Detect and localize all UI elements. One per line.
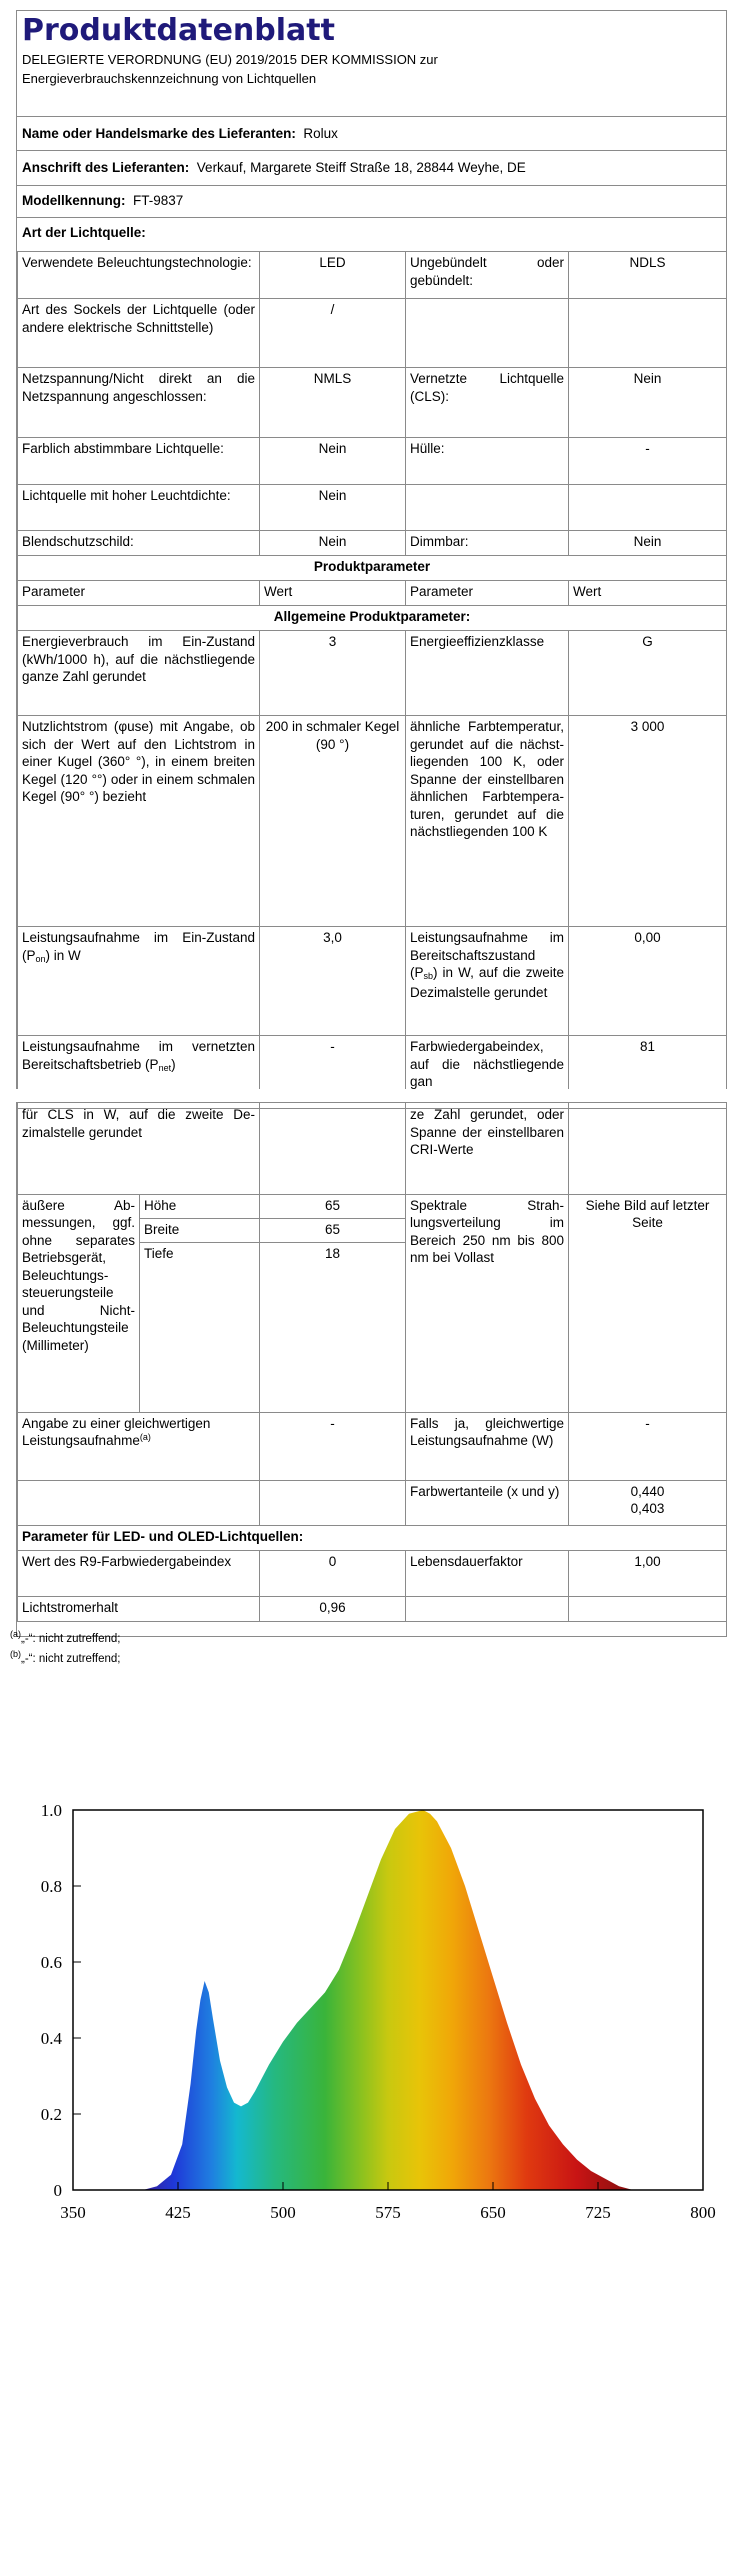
param-cell: Spektrale Strahlungsverteilung im Bereich 250 nm bis 800 nm bei Vollast: [406, 1194, 569, 1412]
param-cell: Angabe zu einer gleichwertigen Leistungsaufnahme$^{(a)}$: [18, 1412, 260, 1480]
table-row: [18, 485, 727, 531]
value-cell: [260, 1480, 406, 1525]
table-row: [18, 299, 727, 368]
table-row: [18, 716, 727, 927]
footnote-b: $^{(b)}$„-“: nicht zutreffend;: [10, 1649, 121, 1665]
param-cell: [406, 299, 569, 368]
y-tick-label: 0.8: [40, 1877, 62, 1896]
spectrum-area: [143, 1810, 633, 2190]
value-cell: 81: [569, 1036, 727, 1109]
value-cell: NMLS: [260, 368, 406, 438]
x-tick-label: 650: [480, 2203, 506, 2222]
page-title: Produktdatenblatt: [22, 13, 335, 48]
table-row: [18, 1480, 727, 1525]
value-cell: [569, 299, 727, 368]
model-value: FT-9837: [133, 193, 184, 208]
param-cell: für CLS in W, auf die zweite Dezimalstelle gerundet: [18, 1104, 260, 1194]
supplier-name-value: Rolux: [303, 126, 338, 141]
spectral-distribution-chart: [0, 1790, 731, 2240]
chroma-y-value: 0,403: [630, 1501, 665, 1516]
supplier-name-label: Name oder Handelsmarke des Lieferanten:: [22, 126, 296, 141]
page-break: [0, 1089, 731, 1103]
x-tick-label: 575: [375, 2203, 401, 2222]
page-break-line: [16, 1102, 727, 1103]
dimensions-label: äußere Abmessungen, ggf. ohne separates Betriebsgerät, Beleuchtungssteuerungsteile und Nicht-Beleuchtungsteile (Millimeter): [18, 1194, 140, 1412]
depth-label: Tiefe: [140, 1242, 260, 1412]
footnote-a: $^{(a)}$„-“: nicht zutreffend;: [10, 1629, 121, 1645]
param-cell: Lichtstromerhalt: [18, 1596, 260, 1621]
value-cell: 0: [260, 1550, 406, 1596]
width-value: 65: [260, 1218, 406, 1242]
value-cell: -: [260, 1412, 406, 1480]
value-cell: [569, 1596, 727, 1621]
param-cell: Netzspannung/Nicht direkt an die Netzspannung angeschlossen:: [18, 368, 260, 438]
value-cell: 0,00: [569, 927, 727, 1036]
chroma-x-value: 0,440: [630, 1483, 665, 1499]
supplier-address-label: Anschrift des Lieferanten:: [22, 160, 190, 175]
product-params-heading: Produktparameter: [18, 556, 727, 581]
table-row: [18, 927, 727, 1036]
table-row: [18, 1525, 727, 1550]
param-cell: Art des Sockels der Lichtquelle (oder andere elektrische Schnittstelle): [18, 299, 260, 368]
y-tick-label: 0.2: [40, 2105, 62, 2124]
x-tick-label: 500: [270, 2203, 296, 2222]
param-cell: Dimmbar:: [406, 531, 569, 556]
value-cell: -: [569, 438, 727, 485]
value-cell: 200 in schmaler Kegel (90 °): [260, 716, 406, 927]
value-cell: /: [260, 299, 406, 368]
param-cell: Energieverbrauch im Ein-Zustand (kWh/1000 h), auf die nächstliegende ganze Zahl gerundet: [18, 631, 260, 716]
value-cell: Nein: [569, 368, 727, 438]
param-cell: Vernetzte Lichtquelle (CLS):: [406, 368, 569, 438]
param-cell: Leistungsaufnahme im Ein-Zustand (Pon) in W: [18, 927, 260, 1036]
param-cell: [18, 1480, 260, 1525]
param-cell: Hülle:: [406, 438, 569, 485]
table-row: [18, 556, 727, 581]
param-cell: ähnliche Farbtemperatur, gerundet auf die nächstliegenden 100 K, oder Spanne der einstellbaren ähnlichen Farbtemperaturen, gerundet auf die nächstliegenden 100 K: [406, 716, 569, 927]
x-tick-label: 425: [165, 2203, 191, 2222]
value-cell: [569, 1104, 727, 1194]
table-row: [18, 1550, 727, 1596]
x-tick-label: 725: [585, 2203, 611, 2222]
y-tick-label: 0.6: [40, 1953, 62, 1972]
value-cell: 3,0: [260, 927, 406, 1036]
supplier-address-row: [17, 151, 726, 186]
table-row: [18, 1596, 727, 1621]
value-cell: 1,00: [569, 1550, 727, 1596]
product-params-table-continued: [17, 1104, 727, 1622]
lightsource-section-row: [17, 218, 726, 252]
param-cell: Lebensdauerfaktor: [406, 1550, 569, 1596]
param-cell: [406, 1596, 569, 1621]
value-cell: [569, 1480, 727, 1525]
led-params-heading: Parameter für LED- und OLED-Lichtquellen:: [18, 1525, 727, 1550]
param-cell: Verwendete Beleuchtungstechnologie:: [18, 252, 260, 299]
param-cell: Nutzlichtstrom (φuse) mit Angabe, ob sich der Wert auf den Lichtstrom in einer Kugel (360° °), in einem breiten Kegel (120 °°) oder in einem schmalen Kegel (90° °) bezieht: [18, 716, 260, 927]
value-cell: Nein: [260, 485, 406, 531]
height-value: 65: [260, 1194, 406, 1218]
value-cell: -: [569, 1412, 727, 1480]
regulation-line-1: DELEGIERTE VERORDNUNG (EU) 2019/2015 DER KOMMISSION zur: [22, 52, 438, 67]
column-header: Wert: [569, 581, 727, 606]
table-row: [18, 631, 727, 716]
param-cell: ze Zahl gerundet, oder Spanne der einstellbaren CRI-Werte: [406, 1104, 569, 1194]
table-row: [18, 531, 727, 556]
value-cell: 0,96: [260, 1596, 406, 1621]
lightsource-table: [17, 251, 727, 556]
value-cell: -: [260, 1036, 406, 1109]
table-row: [18, 368, 727, 438]
column-header: Wert: [260, 581, 406, 606]
x-tick-label: 350: [60, 2203, 86, 2222]
height-label: Höhe: [140, 1194, 260, 1218]
width-label: Breite: [140, 1218, 260, 1242]
value-cell: Nein: [260, 531, 406, 556]
value-cell: G: [569, 631, 727, 716]
x-tick-label: 800: [690, 2203, 716, 2222]
supplier-address-value: Verkauf, Margarete Steiff Straße 18, 28844 Weyhe, DE: [196, 160, 526, 175]
lightsource-section-label: Art der Lichtquelle:: [22, 225, 146, 240]
param-cell: Farbwertanteile (x und y): [406, 1480, 569, 1525]
param-cell: Farbwiedergabeindex, auf die nächstliegende gan: [406, 1036, 569, 1109]
value-cell: NDLS: [569, 252, 727, 299]
sheet-header: [17, 11, 726, 117]
param-cell: Leistungsaufnahme im Bereitschaftszustand (Psb) in W, auf die zweite Dezimalstelle gerundet: [406, 927, 569, 1036]
param-cell: Leistungsaufnahme im vernetzten Bereitschaftsbetrieb (Pnet): [18, 1036, 260, 1109]
table-row: [18, 1194, 727, 1218]
regulation-line-2: Energieverbrauchskennzeichnung von Lichtquellen: [22, 71, 317, 86]
y-tick-label: 1.0: [40, 1801, 62, 1820]
table-row: [18, 438, 727, 485]
param-cell: Falls ja, gleichwertige Leistungsaufnahme (W): [406, 1412, 569, 1480]
model-label: Modellkennung:: [22, 193, 126, 208]
value-cell: Siehe Bild auf letzter Seite: [569, 1194, 727, 1412]
value-cell: [569, 485, 727, 531]
param-cell: [406, 485, 569, 531]
y-tick-label: 0.4: [40, 2029, 62, 2048]
param-cell: Farblich abstimmbare Lichtquelle:: [18, 438, 260, 485]
param-cell: Energieeffizienzklasse: [406, 631, 569, 716]
product-params-table: [17, 555, 727, 1109]
table-row: [18, 1412, 727, 1480]
supplier-name-row: [17, 117, 726, 151]
table-row: [18, 606, 727, 631]
column-header: Parameter: [18, 581, 260, 606]
table-row: [18, 1104, 727, 1194]
column-header: Parameter: [406, 581, 569, 606]
general-params-heading: Allgemeine Produktparameter:: [18, 606, 727, 631]
y-tick-label: 0: [53, 2181, 62, 2200]
model-row: [17, 186, 726, 218]
value-cell: Nein: [260, 438, 406, 485]
param-cell: Blendschutzschild:: [18, 531, 260, 556]
value-cell: 3: [260, 631, 406, 716]
value-cell: 3 000: [569, 716, 727, 927]
depth-value: 18: [260, 1242, 406, 1412]
product-data-sheet: [16, 10, 727, 1637]
value-cell: LED: [260, 252, 406, 299]
table-row: [18, 581, 727, 606]
param-cell: Ungebündelt oder gebündelt:: [406, 252, 569, 299]
value-cell: [260, 1104, 406, 1194]
param-cell: Lichtquelle mit hoher Leuchtdichte:: [18, 485, 260, 531]
value-cell: Nein: [569, 531, 727, 556]
param-cell: Wert des R9-Farbwiedergabeindex: [18, 1550, 260, 1596]
table-row: [18, 252, 727, 299]
